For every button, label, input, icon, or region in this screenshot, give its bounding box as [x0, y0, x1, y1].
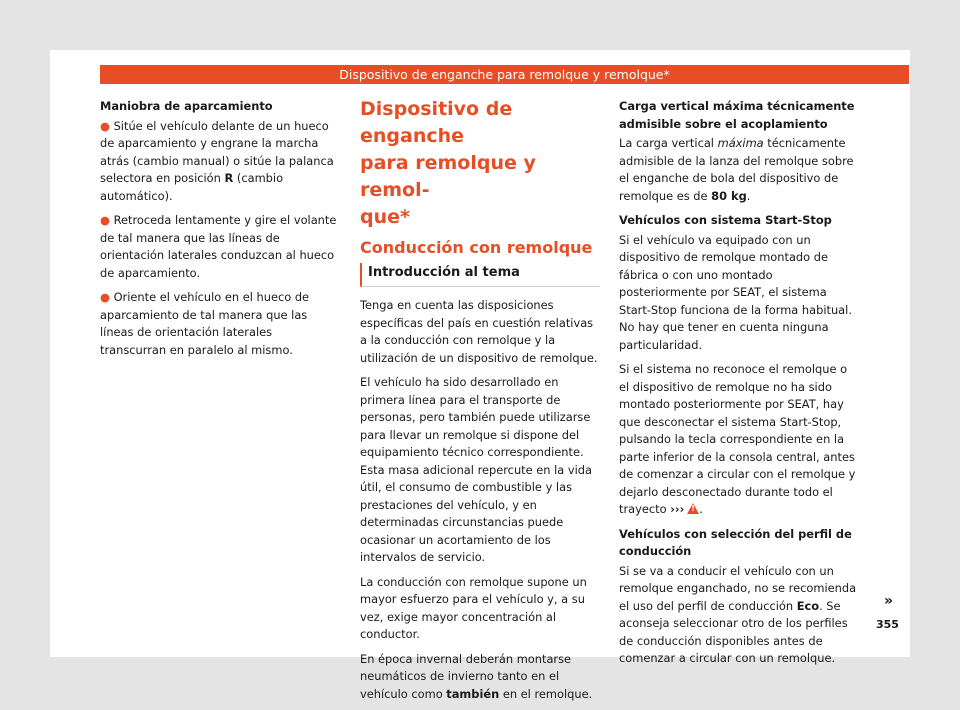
- subheading-vertical-load: Carga vertical máxima técnicamente admisible sobre el acoplamiento: [619, 99, 855, 131]
- warning-triangle-icon: [687, 503, 699, 514]
- bullet-item: ● Retroceda lentamente y gire el volante de tal manera que las líneas de orientación laterales conduzcan al hueco de aparcamiento.: [100, 213, 337, 280]
- paragraph: Tenga en cuenta las disposiciones específicas del país en cuestión relativas a la conducción con remolque y la utilización de un dispositivo de remolque.: [360, 298, 598, 365]
- running-header: Dispositivo de enganche para remolque y remolque*: [100, 65, 909, 84]
- paragraph: En época invernal deberán montarse neumáticos de invierno tanto en el vehículo como también en el remolque.: [360, 651, 593, 701]
- bullet-item: ● Oriente el vehículo en el hueco de aparcamiento de tal manera que las líneas de orientación laterales transcurran en paralelo al mismo.: [100, 290, 310, 357]
- continue-icon: »: [884, 593, 894, 609]
- section-title: Conducción con remolque: [360, 238, 593, 257]
- page: [50, 50, 910, 701]
- paragraph: La carga vertical máxima técnicamente admisible de la lanza del remolque sobre el enganche de bola del dispositivo de remolque es de 80 kg.: [619, 136, 854, 203]
- bullet-item: ● Sitúe el vehículo delante de un hueco de aparcamiento y engrane la marcha atrás (cambio manual) o sitúe la palanca selectora en posición R (cambio automático).: [100, 118, 334, 203]
- paragraph: La conducción con remolque supone un mayor esfuerzo para el vehículo y, a su vez, exige mayor concentración al conductor.: [360, 574, 587, 641]
- column-right: [619, 98, 859, 675]
- bullet-icon: ●: [100, 118, 110, 133]
- subheading-driving-profile: Vehículos con selección del perfil de conducción: [619, 526, 852, 558]
- topic-heading: Introducción al tema: [360, 263, 600, 287]
- paragraph: Si el sistema no reconoce el remolque o el dispositivo de remolque no ha sido montado posteriormente por SEAT, hay que desconectar el sistema Start-Stop, pulsando la tecla correspondiente en la parte inferior de la consola central, antes de comenzar a circular con el remolque y dejarlo desconectado durante todo el trayecto ›››! .: [619, 361, 859, 519]
- page-number: 355: [876, 618, 899, 631]
- subheading-parking-maneuver: Maniobra de aparcamiento: [100, 99, 273, 113]
- paragraph: Si se va a conducir el vehículo con un remolque enganchado, no se recomienda el uso del perfil de conducción Eco. Se aconseja seleccionar otro de los perfiles de conducción disponibles antes de comenzar a circular con un remolque.: [619, 563, 857, 665]
- subheading-start-stop: Vehículos con sistema Start-Stop: [619, 213, 832, 227]
- bullet-icon: ●: [100, 290, 110, 304]
- column-middle: [360, 98, 600, 710]
- paragraph: El vehículo ha sido desarrollado en primera línea para el transporte de personas, pero también puede utilizarse para llevar un remolque si dispone del equipamiento técnico correspondiente. Esta masa adicional repercute en la vida útil, el consumo de combustible y las prestaciones del vehículo, y en determinadas circunstancias puede ocasionar un acortamiento de los intervalos de servicio.: [360, 375, 592, 564]
- column-left: [100, 98, 340, 366]
- bullet-icon: ●: [100, 213, 110, 227]
- cross-reference-arrows[interactable]: ›››: [670, 502, 685, 516]
- paragraph: Si el vehículo va equipado con un dispositivo de remolque montado de fábrica o con uno montado posteriormente por SEAT, el sistema Start-Stop funciona de la forma habitual. No hay que tener en cuenta ninguna particularidad.: [619, 232, 852, 352]
- chapter-title: Dispositivo de enganche para remolque y remol- que*: [360, 98, 536, 228]
